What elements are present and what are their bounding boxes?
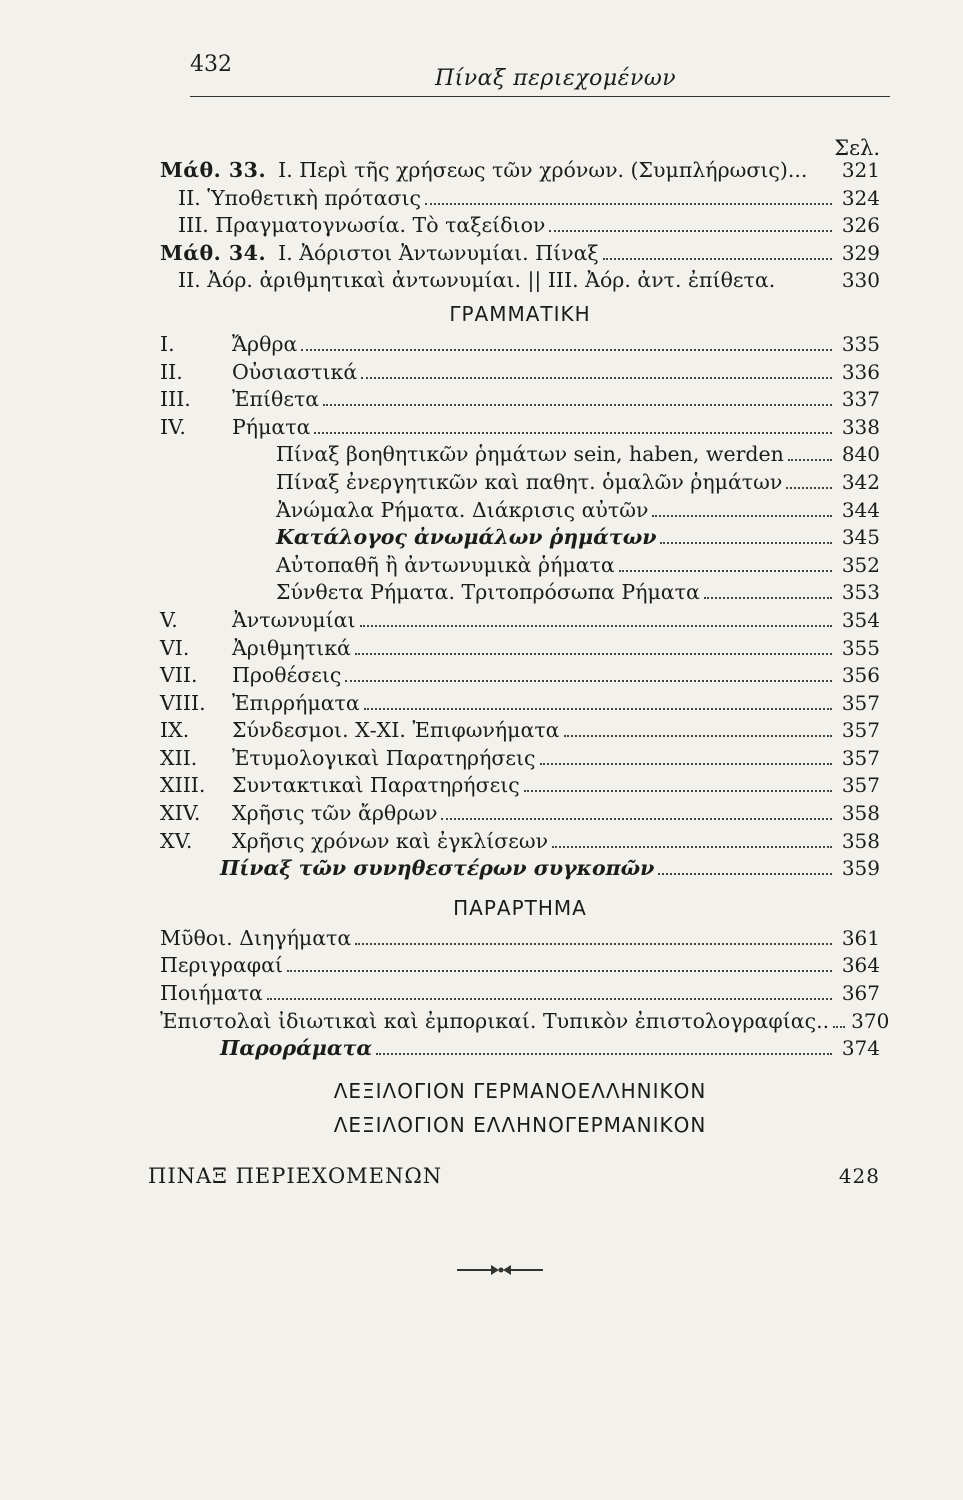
final-entry-label: ΠΙΝΑΞ ΠΕΡΙΕΧΟΜΕΝΩΝ: [148, 1163, 443, 1188]
grammar-entry: [160, 553, 880, 581]
entry-title: Ἀντωνυμίαι: [232, 607, 356, 632]
entry-page: 321: [841, 158, 880, 182]
entry-label: [160, 746, 536, 770]
entry-title: Συντακτικαὶ Παρατηρήσεις: [232, 773, 520, 798]
lesson-entry: [160, 213, 880, 241]
entry-page: 336: [841, 359, 880, 384]
appendix-entries: [160, 925, 890, 1064]
entry-label: [160, 926, 351, 950]
final-entry: [148, 1142, 880, 1188]
grammar-heading: ΓΡΑΜΜΑΤΙΚΗ: [449, 301, 591, 326]
entry-title: Παροράματα: [220, 1036, 373, 1061]
entry-marker: ΧΙV.: [160, 801, 201, 826]
dot-leader: [704, 597, 832, 599]
entry-label: [160, 718, 560, 742]
appendix-entry: [160, 1008, 890, 1037]
entry-marker: Ι.: [160, 331, 175, 356]
entry-label: [160, 829, 548, 853]
entry-marker: Μάθ. 33.: [160, 158, 267, 182]
dot-leader: [779, 285, 832, 287]
entry-title: Χρῆσις χρόνων καὶ ἐγκλίσεων: [232, 828, 549, 853]
dot-leader: [323, 404, 832, 406]
appendix-entry: [160, 926, 880, 954]
page-number: 432: [190, 52, 232, 77]
entry-label: [160, 415, 310, 439]
grammar-entry: [160, 387, 880, 415]
dot-leader: [603, 258, 832, 260]
dot-leader: [658, 873, 832, 875]
entry-title: Περιγραφαί: [160, 953, 283, 978]
lesson-entry: [160, 241, 880, 269]
dot-leader: [552, 846, 832, 848]
entry-title: Ἐπιρρήματα: [232, 690, 360, 715]
entry-title: Ι. Ἀόριστοι Ἀντωνυμίαι. Πίναξ: [278, 240, 599, 265]
entry-page: 329: [841, 240, 880, 265]
entry-page: 357: [841, 745, 880, 770]
dot-leader: [355, 943, 832, 945]
entry-page: 358: [841, 828, 880, 853]
appendix-heading: ΠΑΡΑΡΤΗΜΑ: [453, 895, 587, 920]
grammar-entry: [160, 636, 880, 664]
entry-marker: VΙ.: [160, 635, 190, 660]
appendix-entry: [160, 981, 880, 1009]
dot-leader: [524, 790, 832, 792]
entry-page: 335: [841, 331, 880, 356]
entry-page: 338: [841, 414, 880, 439]
dot-leader: [833, 1026, 845, 1028]
dot-leader: [267, 998, 832, 1000]
entry-title: Ι. Περὶ τῆς χρήσεως τῶν χρόνων. (Συμπλήρωσις)...: [278, 158, 808, 182]
grammar-entry: [160, 498, 880, 526]
entry-label: [220, 1036, 372, 1060]
entry-label: [160, 953, 283, 977]
lexicon-german-greek: ΛΕΞΙΛΟΓΙΟΝ ΓΕΡΜΑΝΟΕΛΛΗΝΙΚΟΝ: [333, 1078, 707, 1103]
dot-leader: [360, 625, 833, 627]
entry-page: 364: [841, 953, 880, 978]
entry-label: [276, 442, 784, 466]
grammar-entry: [160, 663, 880, 691]
dot-leader: [364, 708, 832, 710]
entry-label: [276, 525, 656, 549]
final-entry-page: 428: [838, 1163, 880, 1188]
entry-label: [160, 981, 263, 1005]
page-header: [190, 52, 890, 102]
lesson-entry: [160, 186, 880, 214]
entry-marker: ΙΙΙ.: [160, 387, 191, 412]
entry-title: Ἐτυμολογικαὶ Παρατηρήσεις: [232, 745, 536, 770]
entry-marker: ΙV.: [160, 414, 186, 439]
grammar-entry: [160, 773, 880, 801]
entry-page: 840: [841, 442, 880, 467]
dot-leader: [425, 203, 832, 205]
entry-title: Ἄρθρα: [232, 331, 298, 356]
entry-page: 352: [841, 552, 880, 577]
grammar-entry: [160, 525, 880, 553]
entry-label: [276, 470, 782, 494]
entry-title: Οὐσιαστικά: [232, 359, 358, 384]
entry-page: 361: [841, 925, 880, 950]
entry-label: [276, 553, 615, 577]
entry-title: Ποιήματα: [160, 981, 263, 1006]
entry-page: 330: [841, 268, 880, 293]
lesson-entries: [160, 158, 880, 296]
grammar-entry: [160, 608, 880, 636]
entry-page: 337: [841, 387, 880, 412]
grammar-entry: [160, 746, 880, 774]
entry-label: [178, 213, 545, 237]
entry-title: Ἀνώμαλα Ρήματα. Διάκρισις αὐτῶν: [276, 497, 649, 522]
appendix-entry: [160, 953, 880, 981]
entry-marker: ΧΙΙΙ.: [160, 773, 206, 798]
entry-label: [276, 580, 700, 604]
dot-leader: [564, 735, 832, 737]
entry-title: Πίναξ βοηθητικῶν ῥημάτων sein, haben, werden: [276, 442, 784, 467]
entry-label: [160, 773, 520, 797]
entry-page: 353: [841, 580, 880, 605]
entry-title: Ἐπιστολαὶ ἰδιωτικαὶ καὶ ἐμπορικαί. Τυπικὸν ἐπιστολογραφίας..: [160, 1008, 830, 1033]
entry-marker: ΧV.: [160, 828, 193, 853]
grammar-entry: [160, 829, 880, 857]
grammar-entry: [160, 470, 880, 498]
dot-leader: [660, 542, 832, 544]
dot-leader: [652, 515, 832, 517]
entry-marker: ΧΙΙ.: [160, 745, 198, 770]
entry-title: Αὐτοπαθῆ ἢ ἀντωνυμικὰ ῥήματα: [276, 552, 615, 577]
entry-title: Μῦθοι. Διηγήματα: [160, 925, 352, 950]
dot-leader: [788, 459, 832, 461]
entry-title: Κατάλογος ἀνωμάλων ῥημάτων: [276, 525, 657, 550]
entry-page: 354: [841, 607, 880, 632]
grammar-entry: [160, 856, 880, 884]
dot-leader: [345, 680, 832, 682]
entry-label: [160, 608, 356, 632]
entry-page: 367: [841, 981, 880, 1006]
entry-marker: VΙΙΙ.: [160, 690, 206, 715]
entry-label: [160, 663, 341, 687]
dot-leader: [786, 487, 832, 489]
table-of-contents: [148, 136, 890, 1188]
entry-label: [276, 498, 648, 522]
grammar-entry: [160, 801, 880, 829]
entry-label: [160, 636, 351, 660]
header-rule: [190, 96, 890, 97]
entry-label: [160, 158, 807, 182]
grammar-entry: [160, 691, 880, 719]
entry-page: 357: [841, 690, 880, 715]
dot-leader: [549, 230, 832, 232]
entry-title: Ἐπίθετα: [232, 387, 320, 412]
entry-label: [160, 691, 360, 715]
entry-label: [178, 268, 775, 292]
entry-page: 326: [841, 213, 880, 238]
entry-title: Σύνδεσμοι. Χ-ΧΙ. Ἐπιφωνήματα: [232, 718, 560, 743]
dot-leader: [441, 818, 832, 820]
entry-label: [160, 801, 437, 825]
dot-leader: [314, 432, 832, 434]
entry-marker: V.: [160, 607, 178, 632]
appendix-entry: [160, 1036, 880, 1064]
entry-label: [160, 241, 599, 265]
entry-label: [160, 360, 357, 384]
entry-marker: ΙΧ.: [160, 718, 190, 743]
entry-page: 357: [841, 718, 880, 743]
dot-leader: [619, 570, 832, 572]
entry-label: [160, 332, 297, 356]
entry-marker: VΙΙ.: [160, 663, 198, 688]
entry-title: Χρῆσις τῶν ἄρθρων: [232, 801, 438, 826]
entry-title: ΙΙ. Ἀόρ. ἀριθμητικαὶ ἀντωνυμίαι. || ΙΙΙ. Ἀόρ. ἀντ. ἐπίθετα.: [178, 268, 776, 293]
dot-leader: [361, 377, 832, 379]
dot-leader: [540, 763, 833, 765]
lexicon-greek-german: ΛΕΞΙΛΟΓΙΟΝ ΕΛΛΗΝΟΓΕΡΜΑΝΙΚΟΝ: [333, 1112, 707, 1137]
ornament-divider-icon: [455, 1260, 545, 1280]
entry-label: [178, 186, 421, 210]
grammar-entry: [160, 442, 880, 470]
lesson-entry: [160, 268, 880, 296]
entry-page: 359: [841, 856, 880, 881]
dot-leader: [376, 1053, 832, 1055]
entry-label: [160, 1009, 829, 1033]
entry-page: 357: [841, 773, 880, 798]
page-column-label: Σελ.: [834, 136, 880, 160]
grammar-entries: [160, 332, 880, 884]
entry-title: ΙΙΙ. Πραγματογνωσία. Τὸ ταξείδιον: [178, 213, 546, 238]
entry-page: 345: [841, 525, 880, 550]
entry-title: Πίναξ τῶν συνηθεστέρων συγκοπῶν: [220, 856, 655, 881]
entry-page: 374: [841, 1036, 880, 1061]
dot-leader: [811, 175, 832, 177]
entry-page: 356: [841, 663, 880, 688]
entry-title: Ρήματα: [232, 414, 311, 439]
grammar-entry: [160, 580, 880, 608]
entry-page: 344: [841, 497, 880, 522]
entry-marker: Μάθ. 34.: [160, 240, 267, 265]
grammar-entry: [160, 415, 880, 443]
entry-page: 370: [851, 1008, 890, 1033]
entry-title: Προθέσεις: [232, 663, 342, 688]
entry-page: 342: [841, 469, 880, 494]
grammar-entry: [160, 718, 880, 746]
entry-label: [160, 387, 319, 411]
grammar-entry: [160, 360, 880, 388]
entry-title: Πίναξ ἐνεργητικῶν καὶ παθητ. ὁμαλῶν ῥημάτων: [276, 469, 783, 494]
entry-page: 355: [841, 635, 880, 660]
entry-label: [220, 856, 654, 880]
entry-page: 324: [841, 185, 880, 210]
entry-title: ΙΙ. Ὑποθετικὴ πρότασις: [178, 185, 421, 210]
grammar-entry: [160, 332, 880, 360]
running-title: Πίναξ περιεχομένων: [435, 66, 677, 91]
dot-leader: [287, 970, 832, 972]
entry-page: 358: [841, 801, 880, 826]
entry-title: Σύνθετα Ρήματα. Τριτοπρόσωπα Ρήματα: [276, 580, 700, 605]
dot-leader: [355, 653, 832, 655]
dot-leader: [301, 349, 832, 351]
entry-title: Ἀριθμητικά: [232, 635, 351, 660]
entry-marker: ΙΙ.: [160, 359, 183, 384]
lesson-entry: [160, 158, 880, 186]
